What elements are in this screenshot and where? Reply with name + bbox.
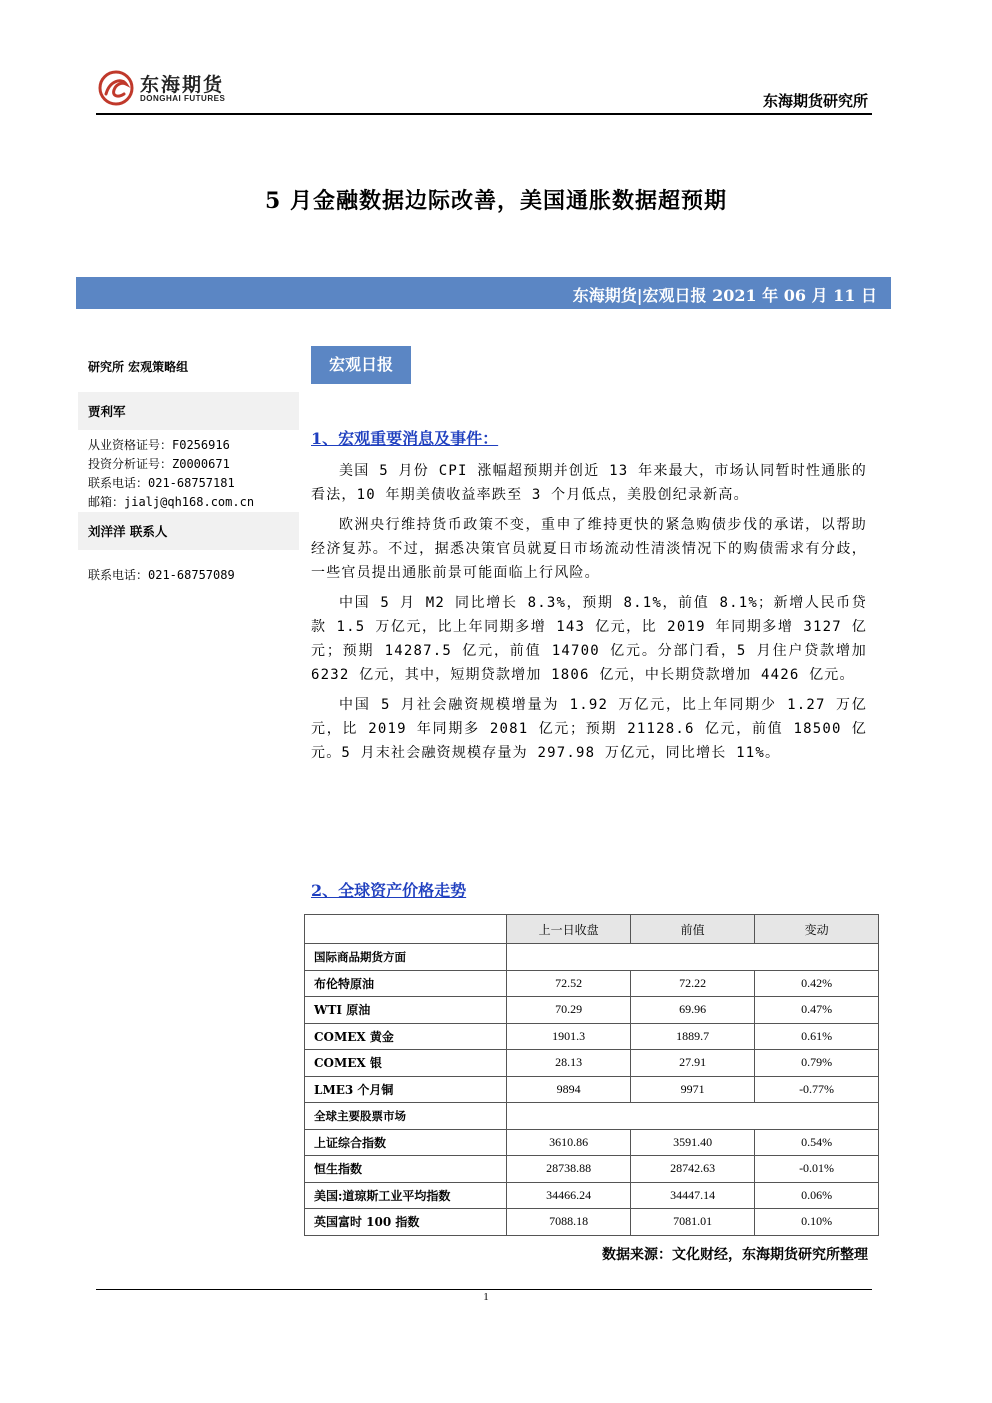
change: 0.47% <box>755 997 879 1024</box>
prev-close: 1901.3 <box>507 1023 631 1050</box>
table-group-row <box>305 1103 879 1130</box>
table-row <box>305 1156 879 1183</box>
paragraph: 中国 5 月 M2 同比增长 8.3%，预期 8.1%，前值 8.1%；新增人民币贷款 1.5 万亿元，比上年同期多增 143 亿元，比 2019 年同期多增 3127 亿元；预期 14287.5 亿元，前值 14700 亿元。分部门看，5 月住户贷款增加 6232 亿元，其中，短期贷款增加 1806 亿元，中长期贷款增加 4426 亿元。 <box>311 595 867 683</box>
prev-close: 34466.24 <box>507 1182 631 1209</box>
table-row <box>305 1129 879 1156</box>
table-row <box>305 1050 879 1077</box>
change: 0.06% <box>755 1182 879 1209</box>
institute-name: 东海期货研究所 <box>762 92 868 110</box>
prev-close: 70.29 <box>507 997 631 1024</box>
author2-header <box>78 512 299 550</box>
row-label: COMEX 黄金 <box>305 1023 507 1050</box>
section1-heading: 1、宏观重要消息及事件： <box>311 429 499 448</box>
page-number: 1 <box>483 1291 489 1303</box>
prev-close: 9894 <box>507 1076 631 1103</box>
change: 0.10% <box>755 1209 879 1236</box>
table-row <box>305 997 879 1024</box>
asset-price-table <box>304 914 879 1236</box>
column-header: 上一日收盘 <box>507 915 631 944</box>
logo-english-name: DONGHAI FUTURES <box>140 94 226 103</box>
row-label: 美国:道琼斯工业平均指数 <box>305 1182 507 1209</box>
banner-text: 东海期货|宏观日报 2021 年 06 月 11 日 <box>572 286 877 305</box>
prior-value: 72.22 <box>631 970 755 997</box>
section1-body <box>311 459 867 771</box>
group-empty <box>507 944 879 971</box>
author1-header <box>78 392 299 430</box>
author1-line: 联系电话：021-68757181 <box>88 476 235 490</box>
author2-line: 联系电话：021-68757089 <box>88 568 235 582</box>
change: -0.01% <box>755 1156 879 1183</box>
donghai-logo <box>96 66 236 110</box>
prior-value: 9971 <box>631 1076 755 1103</box>
department-text: 研究所 宏观策略组 <box>88 360 189 374</box>
prior-value: 3591.40 <box>631 1129 755 1156</box>
prev-close: 7088.18 <box>507 1209 631 1236</box>
author1-line: 投资分析证号：Z0000671 <box>88 457 230 471</box>
group-label: 国际商品期货方面 <box>305 944 507 971</box>
change: 0.54% <box>755 1129 879 1156</box>
prior-value: 28742.63 <box>631 1156 755 1183</box>
row-label: 布伦特原油 <box>305 970 507 997</box>
column-header: 变动 <box>755 915 879 944</box>
dragon-logo-icon <box>96 68 136 108</box>
group-empty <box>507 1103 879 1130</box>
prior-value: 7081.01 <box>631 1209 755 1236</box>
prev-close: 28.13 <box>507 1050 631 1077</box>
change: 0.61% <box>755 1023 879 1050</box>
author1-name: 贾利军 <box>88 404 126 419</box>
row-label: 上证综合指数 <box>305 1129 507 1156</box>
prior-value: 27.91 <box>631 1050 755 1077</box>
table-row <box>305 970 879 997</box>
prev-close: 3610.86 <box>507 1129 631 1156</box>
column-header: 前值 <box>631 915 755 944</box>
table-row <box>305 1076 879 1103</box>
section-tag: 宏观日报 <box>311 346 411 384</box>
data-source-note: 数据来源：文化财经，东海期货研究所整理 <box>602 1247 868 1263</box>
author2-name: 刘洋洋 联系人 <box>88 524 168 539</box>
footer-divider <box>96 1289 872 1290</box>
table-header-row <box>305 915 879 944</box>
page-header <box>96 66 872 114</box>
change: 0.79% <box>755 1050 879 1077</box>
report-banner <box>76 277 891 309</box>
report-title: 5 月金融数据边际改善，美国通胀数据超预期 <box>265 188 727 214</box>
row-label: 恒生指数 <box>305 1156 507 1183</box>
paragraph: 美国 5 月份 CPI 涨幅超预期并创近 13 年来最大，市场认同暂时性通胀的看法，10 年期美债收益率跌至 3 个月低点，美股创纪录新高。 <box>311 463 867 503</box>
table-group-row <box>305 944 879 971</box>
change: 0.42% <box>755 970 879 997</box>
table-row <box>305 1209 879 1236</box>
paragraph: 中国 5 月社会融资规模增量为 1.92 万亿元，比上年同期少 1.27 万亿元，比 2019 年同期多 2081 亿元；预期 21128.6 亿元，前值 18500 亿元。5 月末社会融资规模存量为 297.98 万亿元，同比增长 11%。 <box>311 697 867 761</box>
table-row <box>305 1023 879 1050</box>
table-corner-cell <box>305 915 507 944</box>
logo-chinese-name: 东海期货 <box>140 74 225 96</box>
prior-value: 34447.14 <box>631 1182 755 1209</box>
prev-close: 72.52 <box>507 970 631 997</box>
table-row <box>305 1182 879 1209</box>
row-label: LME3 个月铜 <box>305 1076 507 1103</box>
row-label: 英国富时 100 指数 <box>305 1209 507 1236</box>
author1-line: 从业资格证号：F0256916 <box>88 438 230 452</box>
section2-heading: 2、全球资产价格走势 <box>311 881 467 900</box>
prior-value: 1889.7 <box>631 1023 755 1050</box>
group-label: 全球主要股票市场 <box>305 1103 507 1130</box>
prev-close: 28738.88 <box>507 1156 631 1183</box>
header-divider <box>96 113 872 115</box>
row-label: COMEX 银 <box>305 1050 507 1077</box>
prior-value: 69.96 <box>631 997 755 1024</box>
change: -0.77% <box>755 1076 879 1103</box>
author1-email[interactable]: 邮箱：jialj@qh168.com.cn <box>88 495 255 509</box>
row-label: WTI 原油 <box>305 997 507 1024</box>
paragraph: 欧洲央行维持货币政策不变，重申了维持更快的紧急购债步伐的承诺，以帮助经济复苏。不过，据悉决策官员就夏日市场流动性清淡情况下的购债需求有分歧，一些官员提出通胀前景可能面临上行风险。 <box>311 517 867 581</box>
